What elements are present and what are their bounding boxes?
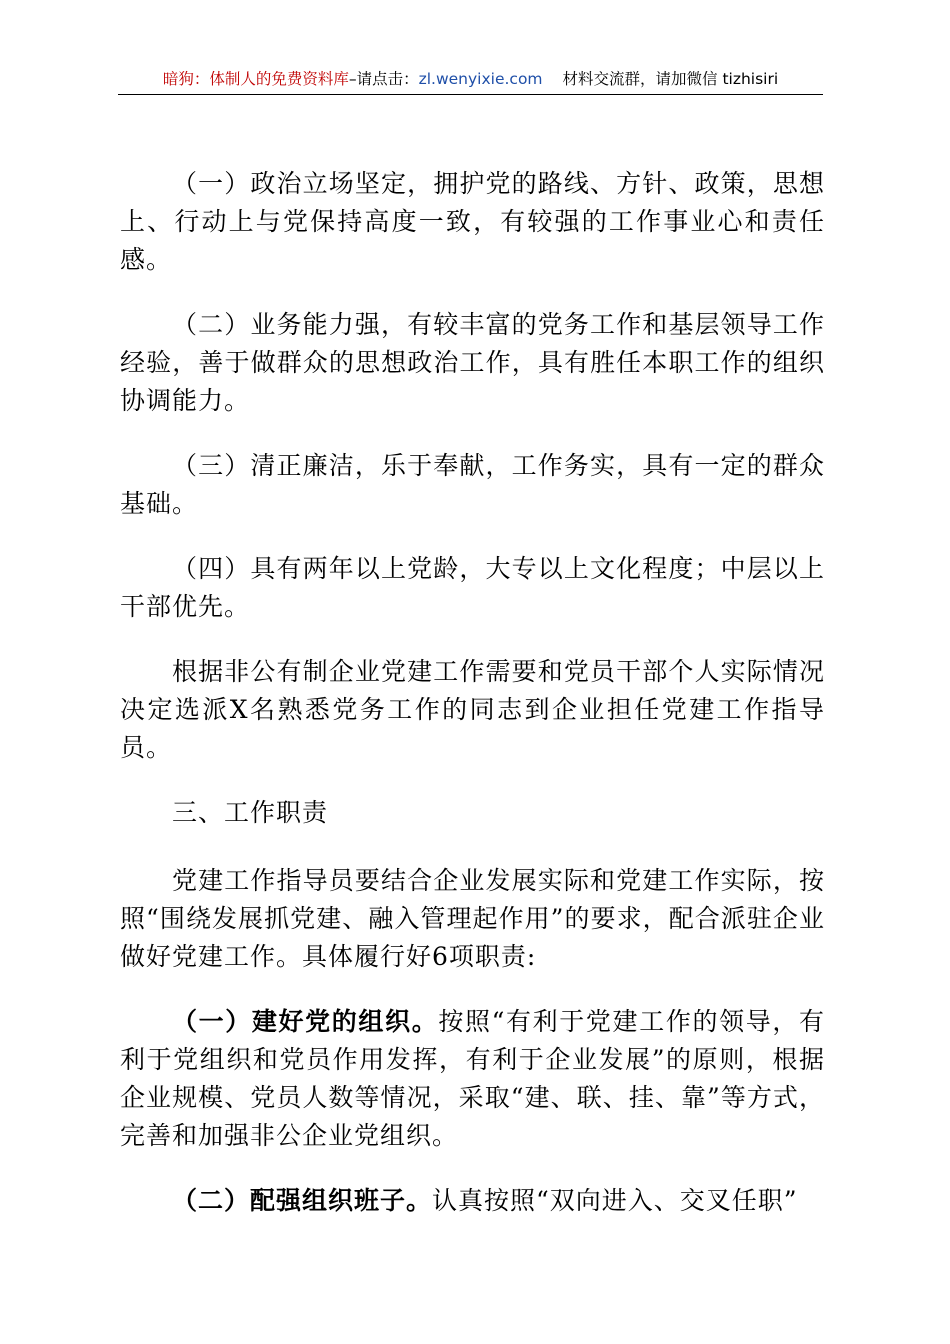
duty-2-body: 认真按照“双向进入、交叉任职” [432,1186,798,1215]
paragraph-duties-intro: 党建工作指导员要结合企业发展实际和党建工作实际，按照“围绕发展抓党建、融入管理起作用”的要求，配合派驻企业做好党建工作。具体履行好6项职责: [120,866,825,971]
header-url-link[interactable]: zl.wenyixie.com [418,70,543,88]
paragraph-duty-2 [120,1182,825,1220]
document-body [120,165,825,1247]
paragraph-duty-1 [120,1003,825,1155]
section-heading-duties: 三、工作职责 [172,798,329,827]
header-contact: 材料交流群，请加微信 tizhisiri [562,70,779,88]
header-brand: 暗狗：体制人的免费资料库 [162,70,349,88]
page-header [118,66,823,95]
duty-1-title: （一）建好党的组织。 [172,1007,439,1036]
paragraph-criteria-4: （四）具有两年以上党龄，大专以上文化程度；中层以上干部优先。 [120,554,825,621]
paragraph-selection: 根据非公有制企业党建工作需要和党员干部个人实际情况决定选派X名熟悉党务工作的同志到企业担任党建工作指导员。 [120,657,825,762]
duty-2-title: （二）配强组织班子。 [172,1186,433,1215]
header-prompt: –请点击： [348,70,419,88]
duty-1-body: 按照“有利于党建工作的领导，有利于党组织和党员作用发挥，有利于企业发展”的原则，根据企业规模、党员人数等情况，采取“建、联、挂、靠”等方式，完善和加强非公企业党组织。 [120,1007,825,1150]
paragraph-criteria-3: （三）清正廉洁，乐于奉献，工作务实，具有一定的群众基础。 [120,451,825,518]
paragraph-criteria-2: （二）业务能力强，有较丰富的党务工作和基层领导工作经验，善于做群众的思想政治工作，具有胜任本职工作的组织协调能力。 [120,310,825,415]
paragraph-criteria-1: （一）政治立场坚定，拥护党的路线、方针、政策，思想上、行动上与党保持高度一致，有较强的工作事业心和责任感。 [120,169,825,274]
